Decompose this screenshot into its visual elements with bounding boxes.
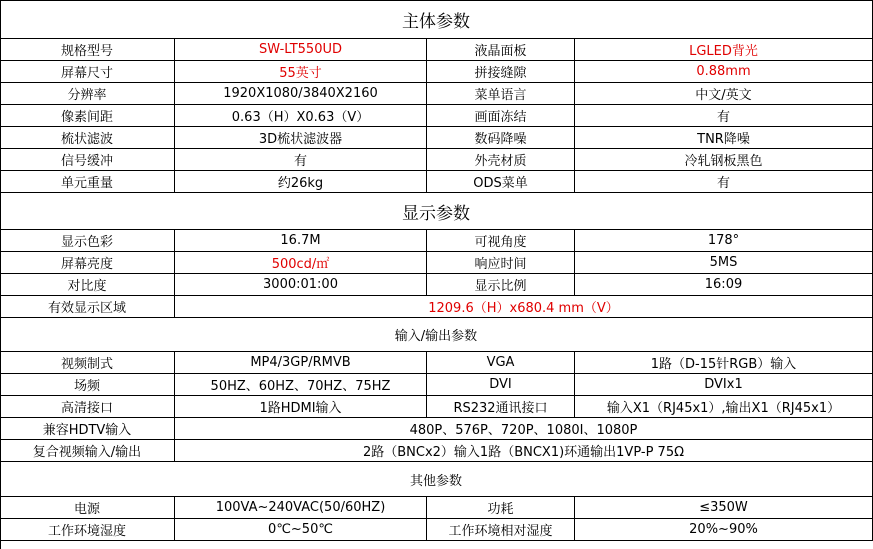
param-label: 显示比例 [427,274,575,296]
param-value: 480P、576P、720P、1080I、1080P [175,418,873,440]
param-value: 178° [575,230,873,252]
param-value: 3000:01:00 [175,274,427,296]
param-label: 有效显示区域 [0,296,175,318]
section-title: 输入/输出参数 [0,318,873,352]
param-value: 有 [575,171,873,193]
param-value: 1路HDMI输入 [175,396,427,418]
param-label: 工作环境相对湿度 [427,519,575,541]
param-value: 5MS [575,252,873,274]
param-value: 3D梳状滤波器 [175,127,427,149]
param-label: 复合视频输入/输出 [0,440,175,462]
param-label: 可视角度 [427,230,575,252]
param-label: 场频 [0,374,175,396]
param-value: 500cd/㎡ [175,252,427,274]
param-label: 液晶面板 [427,39,575,61]
param-value: 20%~90% [575,519,873,541]
param-label: 分辨率 [0,83,175,105]
param-label: RS232通讯接口 [427,396,575,418]
param-label: 屏幕亮度 [0,252,175,274]
param-value: 有 [575,105,873,127]
param-label: 外壳材质 [427,149,575,171]
param-value: 约26kg [175,171,427,193]
param-value: 16:09 [575,274,873,296]
param-label: 单元重量 [0,171,175,193]
param-label: 显示色彩 [0,230,175,252]
param-value: 中文/英文 [575,83,873,105]
param-value: 50HZ、60HZ、70HZ、75HZ [175,374,427,396]
param-value: 100VA~240VAC(50/60HZ) [175,497,427,519]
param-value: ≤350W [575,497,873,519]
param-label: 视频制式 [0,352,175,374]
section-title: 其他参数 [0,462,873,497]
param-value: 0.88mm [575,61,873,83]
param-label: ODS菜单 [427,171,575,193]
param-label: 兼容HDTV输入 [0,418,175,440]
param-label: 像素间距 [0,105,175,127]
param-value: 2路（BNCx2）输入1路（BNCX1)环通输出1VP-P 75Ω [175,440,873,462]
param-label: VGA [427,352,575,374]
param-label: 规格型号 [0,39,175,61]
param-label: 信号缓冲 [0,149,175,171]
param-value: TNR降噪 [575,127,873,149]
param-label: 菜单语言 [427,83,575,105]
param-label: 屏幕尺寸 [0,61,175,83]
param-value: 1209.6（H）x680.4 mm（V） [175,296,873,318]
param-label: 梳状滤波 [0,127,175,149]
param-value: 1920X1080/3840X2160 [175,83,427,105]
param-label: 数码降噪 [427,127,575,149]
param-label: 电源 [0,497,175,519]
param-value: MP4/3GP/RMVB [175,352,427,374]
param-value: 16.7M [175,230,427,252]
param-value: 0℃~50℃ [175,519,427,541]
param-label: DVI [427,374,575,396]
section-title: 显示参数 [0,193,873,230]
param-label: 对比度 [0,274,175,296]
param-label: 拼接缝隙 [427,61,575,83]
param-value: 有 [175,149,427,171]
param-label: 画面冻结 [427,105,575,127]
param-label: 功耗 [427,497,575,519]
param-value: 冷轧钢板黑色 [575,149,873,171]
param-value: SW-LT550UD [175,39,427,61]
param-value: LGLED背光 [575,39,873,61]
param-value: 输入X1（RJ45x1）,输出X1（RJ45x1） [575,396,873,418]
param-label: 响应时间 [427,252,575,274]
section-title: 主体参数 [0,0,873,39]
param-value: 1路（D-15针RGB）输入 [575,352,873,374]
param-label: 工作环境湿度 [0,519,175,541]
param-value: 0.63（H）X0.63（V） [175,105,427,127]
param-value: DVIx1 [575,374,873,396]
param-label: 高清接口 [0,396,175,418]
param-value: 55英寸 [175,61,427,83]
